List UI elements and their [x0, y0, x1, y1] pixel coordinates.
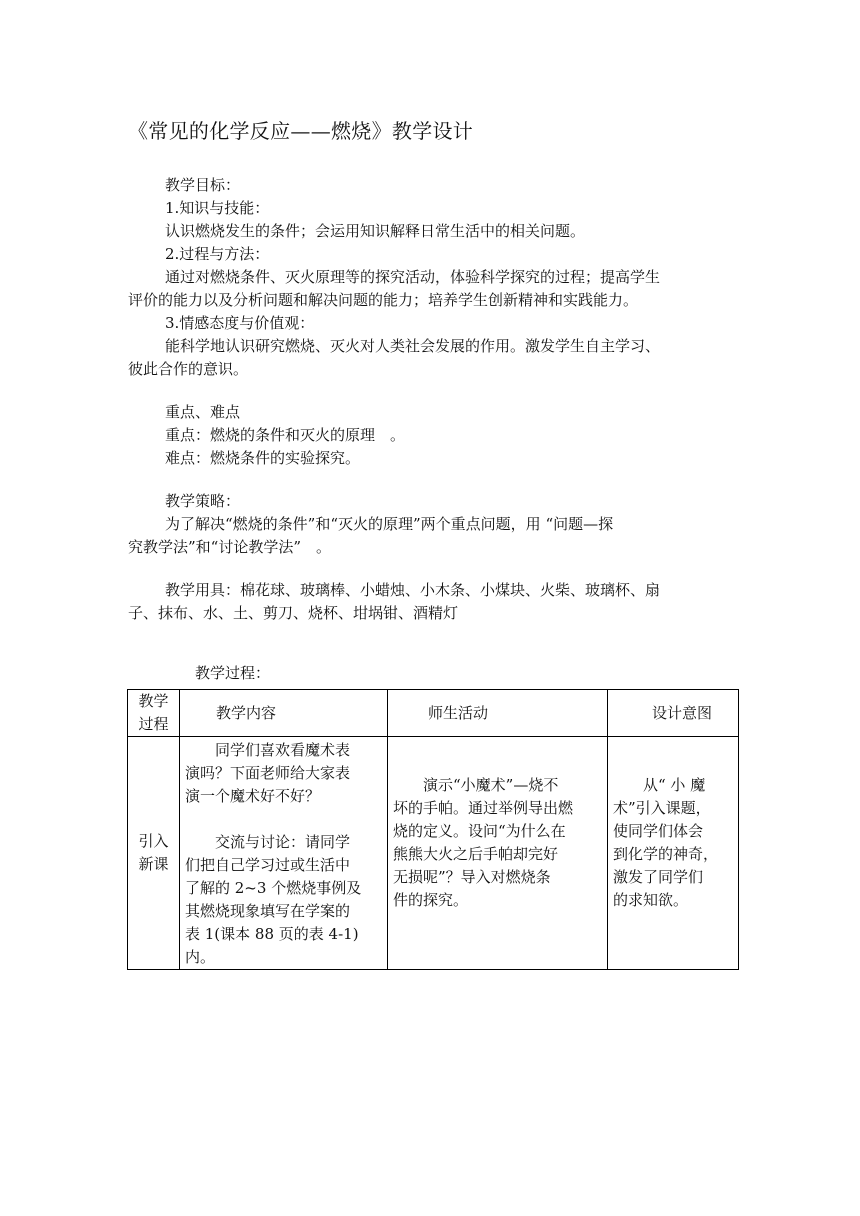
- stage-cell: 引入 新课: [128, 737, 180, 970]
- objective-3-title: 3.情感态度与价值观：: [165, 314, 315, 332]
- key-point: 重点：燃烧的条件和灭火的原理 。: [165, 426, 406, 444]
- objectives-heading: 教学目标：: [165, 176, 241, 194]
- objective-2-line-1: 通过对燃烧条件、灭火原理等的探究活动，体验科学探究的过程；提高学生: [165, 268, 661, 286]
- teaching-process-table: [127, 689, 739, 970]
- objective-1-text: 认识燃烧发生的条件；会运用知识解释日常生活中的相关问题。: [165, 222, 586, 240]
- header-content: 教学内容: [180, 690, 388, 737]
- header-stage: 教学 过程: [128, 690, 180, 737]
- objective-2-line-2: 评价的能力以及分析问题和解决问题的能力；培养学生创新精神和实践能力。: [128, 291, 639, 309]
- objective-3-line-2: 彼此合作的意识。: [128, 360, 249, 378]
- content-cell: 同学们喜欢看魔术表 演吗？下面老师给大家表 演一个魔术好不好？ 交流与讨论：请同学 们把自己学习过或生活中 了解的 2~3 个燃烧事例及 其燃烧现象填写在学案的 表 1(课本 88 页的表 4-1) 内。: [180, 737, 388, 970]
- header-activity: 师生活动: [388, 690, 608, 737]
- objective-1-title: 1.知识与技能：: [165, 199, 270, 217]
- header-intent: 设计意图: [608, 690, 739, 737]
- difficult-point: 难点：燃烧条件的实验探究。: [165, 449, 361, 467]
- materials-line-1: 教学用具：棉花球、玻璃棒、小蜡烛、小木条、小煤块、火柴、玻璃杯、扇: [165, 581, 661, 599]
- activity-cell: 演示“小魔术”—烧不 坏的手帕。通过举例导出燃 烧的定义。设问“为什么在 熊熊大火之后手帕却完好 无损呢”？导入对燃烧条 件的探究。: [388, 737, 608, 970]
- table-header-row: [128, 690, 739, 737]
- table-row: [128, 737, 739, 970]
- materials-line-2: 子、抹布、水、土、剪刀、烧杯、坩埚钳、酒精灯: [128, 604, 459, 622]
- intent-cell: 从“ 小 魔 术”引入课题， 使同学们体会 到化学的神奇， 激发了同学们 的求知欲。: [608, 737, 739, 970]
- strategy-heading: 教学策略：: [165, 492, 241, 510]
- process-heading: 教学过程：: [195, 664, 271, 682]
- objective-3-line-1: 能科学地认识研究燃烧、灭火对人类社会发展的作用。激发学生自主学习、: [165, 337, 661, 355]
- keypoints-heading: 重点、难点: [165, 403, 241, 421]
- objective-2-title: 2.过程与方法：: [165, 245, 270, 263]
- document-title: 《常见的化学反应——燃烧》教学设计: [128, 119, 474, 143]
- strategy-line-2: 究教学法”和“讨论教学法” 。: [128, 538, 332, 556]
- strategy-line-1: 为了解决“燃烧的条件”和“灭火的原理”两个重点问题，用 “问题—探: [165, 515, 614, 533]
